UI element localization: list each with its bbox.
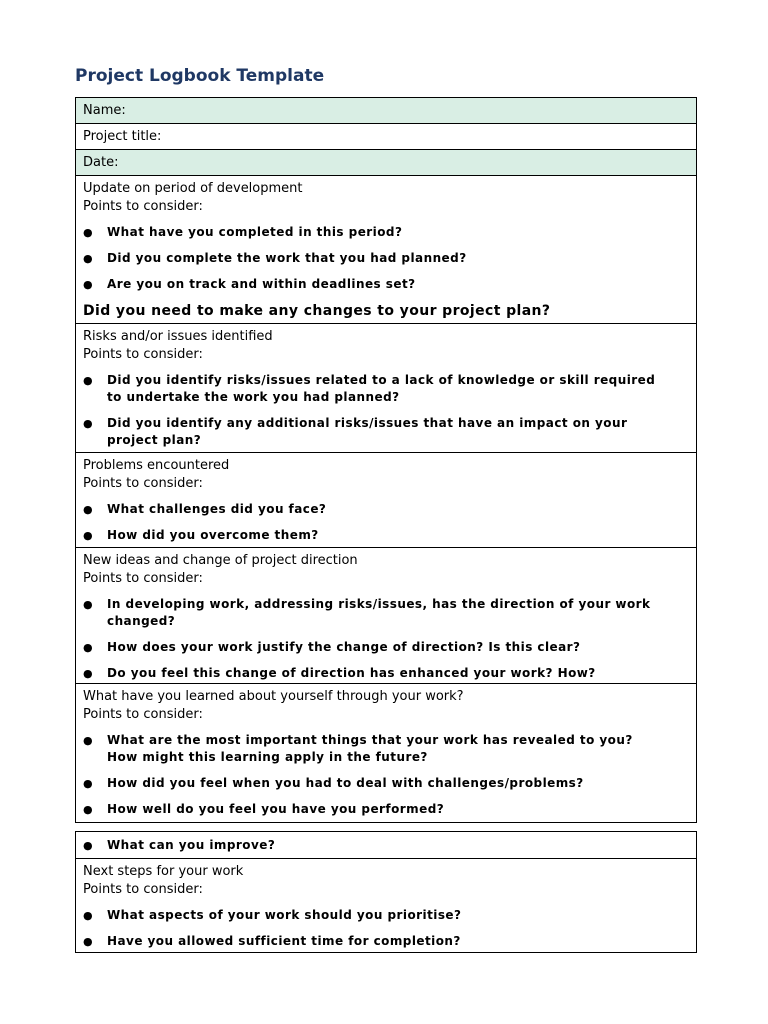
points-list bbox=[83, 224, 696, 293]
list-item-text: How did you feel when you had to deal with challenges/problems? bbox=[107, 776, 584, 790]
bullet-icon: ● bbox=[83, 667, 94, 680]
logbook-table-continued bbox=[75, 831, 697, 953]
name-label[interactable]: Name: bbox=[76, 98, 697, 124]
points-list bbox=[83, 596, 696, 682]
list-item bbox=[83, 775, 696, 792]
date-row bbox=[76, 150, 697, 176]
section-row bbox=[76, 324, 697, 453]
document-title: Project Logbook Template bbox=[75, 66, 325, 86]
project-title-row bbox=[76, 124, 697, 150]
list-item-text: How well do you feel you have you performed? bbox=[107, 802, 445, 816]
list-item-text: What can you improve? bbox=[107, 838, 276, 852]
list-item bbox=[83, 250, 696, 267]
points-list bbox=[83, 837, 696, 854]
list-item-text: Did you identify any additional risks/issues that have an impact on your project plan? bbox=[107, 416, 628, 447]
list-item bbox=[83, 501, 696, 518]
list-item-text: In developing work, addressing risks/issues, has the direction of your work changed? bbox=[107, 597, 651, 628]
section-title: Next steps for your work bbox=[83, 864, 244, 879]
section-title: Risks and/or issues identified bbox=[83, 329, 273, 344]
list-item bbox=[83, 276, 696, 293]
section-subtitle: Points to consider: bbox=[83, 571, 203, 586]
list-item-text: What are the most important things that your work has revealed to you? How might this learning apply in the future? bbox=[107, 733, 633, 764]
points-list bbox=[83, 732, 696, 818]
section-subtitle: Points to consider: bbox=[83, 476, 203, 491]
list-item-text: Have you allowed sufficient time for completion? bbox=[107, 934, 461, 948]
section-learning[interactable] bbox=[76, 684, 697, 823]
bullet-icon: ● bbox=[83, 935, 94, 948]
list-item bbox=[83, 907, 696, 924]
bullet-icon: ● bbox=[83, 777, 94, 790]
bullet-icon: ● bbox=[83, 734, 94, 747]
list-item-text: What have you completed in this period? bbox=[107, 225, 403, 239]
list-item-text: What aspects of your work should you prioritise? bbox=[107, 908, 462, 922]
bullet-icon: ● bbox=[83, 417, 94, 430]
list-item-text: How does your work justify the change of direction? Is this clear? bbox=[107, 640, 581, 654]
bullet-icon: ● bbox=[83, 529, 94, 542]
section-subtitle: Points to consider: bbox=[83, 199, 203, 214]
bullet-icon: ● bbox=[83, 803, 94, 816]
section-risks-issues[interactable] bbox=[76, 324, 697, 453]
list-item bbox=[83, 372, 696, 406]
section-row bbox=[76, 684, 697, 823]
section-title: Problems encountered bbox=[83, 458, 230, 473]
list-item bbox=[83, 639, 696, 656]
list-item-text: Are you on track and within deadlines set? bbox=[107, 277, 416, 291]
bullet-icon: ● bbox=[83, 909, 94, 922]
section-new-ideas[interactable] bbox=[76, 548, 697, 684]
list-item bbox=[83, 837, 696, 854]
list-item-text: How did you overcome them? bbox=[107, 528, 319, 542]
list-item-text: Do you feel this change of direction has enhanced your work? How? bbox=[107, 666, 596, 680]
section-next-steps[interactable] bbox=[76, 859, 697, 953]
section-title: What have you learned about yourself through your work? bbox=[83, 689, 464, 704]
bullet-icon: ● bbox=[83, 278, 94, 291]
section-subtitle: Points to consider: bbox=[83, 347, 203, 362]
bullet-icon: ● bbox=[83, 226, 94, 239]
list-item bbox=[83, 801, 696, 818]
points-list bbox=[83, 907, 696, 950]
list-item bbox=[83, 596, 696, 630]
bullet-icon: ● bbox=[83, 839, 94, 852]
logbook-table bbox=[75, 97, 697, 823]
points-list bbox=[83, 501, 696, 544]
section-title: New ideas and change of project direction bbox=[83, 553, 358, 568]
section-problems[interactable] bbox=[76, 453, 697, 548]
section-title: Update on period of development bbox=[83, 181, 303, 196]
continued-row bbox=[76, 832, 697, 859]
list-item bbox=[83, 933, 696, 950]
list-item-text: Did you complete the work that you had planned? bbox=[107, 251, 467, 265]
section-subtitle: Points to consider: bbox=[83, 707, 203, 722]
section-development-update[interactable] bbox=[76, 176, 697, 324]
section-subtitle: Points to consider: bbox=[83, 882, 203, 897]
list-item bbox=[83, 732, 696, 766]
name-row bbox=[76, 98, 697, 124]
bullet-icon: ● bbox=[83, 598, 94, 611]
project-title-label[interactable]: Project title: bbox=[76, 124, 697, 150]
section-row bbox=[76, 453, 697, 548]
bullet-icon: ● bbox=[83, 503, 94, 516]
section-row bbox=[76, 548, 697, 684]
list-item bbox=[83, 224, 696, 241]
bullet-icon: ● bbox=[83, 374, 94, 387]
list-item-text: Did you identify risks/issues related to a lack of knowledge or skill required to undertake the work you had planned? bbox=[107, 373, 656, 404]
section-row bbox=[76, 176, 697, 324]
bullet-icon: ● bbox=[83, 641, 94, 654]
list-item bbox=[83, 527, 696, 544]
continued-point-cell[interactable] bbox=[76, 832, 697, 859]
bullet-icon: ● bbox=[83, 252, 94, 265]
date-label[interactable]: Date: bbox=[76, 150, 697, 176]
list-item-text: What challenges did you face? bbox=[107, 502, 327, 516]
points-list bbox=[83, 372, 696, 449]
section-question: Did you need to make any changes to your project plan? bbox=[83, 303, 551, 319]
section-row bbox=[76, 859, 697, 953]
list-item bbox=[83, 665, 696, 682]
list-item bbox=[83, 415, 696, 449]
